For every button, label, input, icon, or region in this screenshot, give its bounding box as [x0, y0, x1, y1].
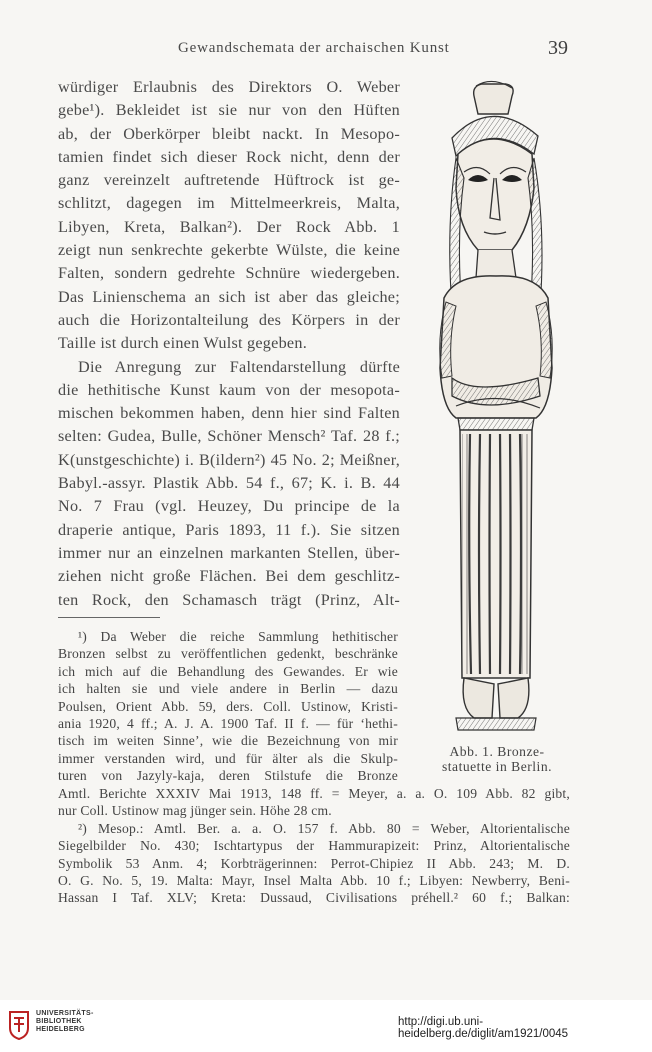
- body-text-line: mischen bekommen haben, denn hier sind Falten: [58, 404, 400, 423]
- body-text-line: No. 7 Frau (vgl. Heuzey, Du principe de la: [58, 497, 400, 516]
- source-url-link[interactable]: http://digi.ub.uni-heidelberg.de/diglit/am1921/0045: [398, 1016, 569, 1040]
- body-text-line: würdiger Erlaubnis des Direktors O. Weber: [58, 78, 400, 96]
- body-text-line: ten Rock, den Schamasch trägt (Prinz, Alt-: [58, 590, 400, 609]
- library-crest-icon: [8, 1010, 30, 1040]
- page-header: [0, 37, 652, 64]
- body-text-line: immer nur an einzelnen markanten Stellen, über-: [58, 543, 400, 562]
- body-text-line: selten: Gudea, Bulle, Schöner Mensch² Taf. 28 f.;: [58, 427, 400, 446]
- footnote-1-line: Bronzen selbst zu veröffentlichen gedenkt, beschränke: [58, 646, 398, 662]
- viewer-footer: [0, 1000, 652, 1052]
- body-text-line: zeigt nun senkrechte gekerbte Wülste, die keine: [58, 241, 400, 260]
- footnote-2-line: Siegelbilder No. 430; Ischtartypus der Hammurapizeit: Prinz, Altorientalische: [58, 838, 570, 854]
- body-text-line: Die Anregung zur Faltendarstellung dürfte: [78, 357, 400, 376]
- footnote-1-line: ania 1920, 4 ff.; A. J. A. 1900 Taf. II f. — für ‘hethi-: [58, 715, 398, 731]
- footnote-1-line: nur Coll. Ustinow mag jünger sein. Höhe 28 cm.: [58, 803, 332, 819]
- body-text-line: ganz vereinzelt auftretende Hüftrock ist ge-: [58, 171, 400, 190]
- main-text-column: [58, 76, 400, 612]
- footnote-1-line: ich halten sie und viele andere in Berlin — dazu: [58, 681, 398, 697]
- statuette-illustration: [416, 78, 576, 748]
- footnote-2-line: ²) Mesop.: Amtl. Ber. a. a. O. 157 f. Abb. 80 = Weber, Altorientalische: [78, 820, 570, 836]
- body-text-line: die hethitische Kunst kaum von der mesopota-: [58, 380, 400, 399]
- footnote-2-line: Hassan I Taf. XLV; Kreta: Dussaud, Civilisations préhell.² 60 f.; Balkan:: [58, 890, 570, 906]
- logo-line-2: BIBLIOTHEK: [36, 1018, 82, 1025]
- footnote-1-continued-and-2: [58, 785, 570, 907]
- footnote-2-line: Symbolik 53 Anm. 4; Korbträgerinnen: Perrot-Chipiez II Abb. 243; M. D.: [58, 855, 570, 871]
- page-number: 39: [548, 37, 568, 59]
- logo-line-1: UNIVERSITÄTS-: [36, 1010, 94, 1017]
- footnote-1-line: ich mich auf die Behandlung des Gewandes. Er wie: [58, 663, 398, 679]
- footnote-1: [58, 628, 398, 785]
- body-text-line: ab, der Oberkörper bleibt nackt. In Mesopo-: [58, 124, 400, 143]
- body-text-line: K(unstgeschichte) i. B(ildern²) 45 No. 2; Meißner,: [58, 450, 400, 469]
- library-logo[interactable]: [8, 1010, 128, 1046]
- library-name: [36, 1010, 94, 1034]
- running-title: Gewandschemata der archaischen Kunst: [178, 40, 450, 56]
- body-text-line: Falten, sondern gedrehte Schnüre wiedergeben.: [58, 264, 400, 283]
- bronze-statuette-figure: [416, 78, 576, 758]
- caption-line-1: Abb. 1. Bronze-: [449, 744, 545, 759]
- footnote-2-line: O. G. No. 5, 19. Malta: Mayr, Insel Malta Abb. 10 f.; Libyen: Newberry, Beni-: [58, 872, 570, 888]
- body-text-line: Libyen, Kreta, Balkan²). Der Rock Abb. 1: [58, 217, 400, 236]
- body-text-line: gebe¹). Bekleidet ist sie nur von den Hüften: [58, 101, 400, 120]
- body-text-line: Das Linienschema an sich ist aber das gleiche;: [58, 287, 400, 306]
- body-text-line: Babyl.-assyr. Plastik Abb. 54 f., 67; K. i. B. 44: [58, 474, 400, 493]
- body-text-line: auch die Horizontalteilung des Körpers in der: [58, 310, 400, 329]
- footnote-1-line: Amtl. Berichte XXXIV Mai 1913, 148 ff. = Meyer, a. a. O. 109 Abb. 82 gibt,: [58, 786, 570, 801]
- body-text-line: ziehen nicht große Flächen. Bei dem geschlitz-: [58, 567, 400, 586]
- body-text-line: tamien findet sich dieser Rock nicht, denn der: [58, 147, 400, 166]
- body-text-line: Taille ist durch einen Wulst gegeben.: [58, 334, 308, 353]
- footnote-1-line: ¹) Da Weber die reiche Sammlung hethitischer: [78, 629, 398, 644]
- footnote-1-line: Poulsen, Orient Abb. 59, ders. Coll. Ustinow, Kristi-: [58, 698, 398, 714]
- figure-caption: [412, 744, 582, 774]
- footnote-1-line: immer verstanden wird, und für älter als die Skulp-: [58, 750, 398, 766]
- footnote-separator: [58, 617, 160, 618]
- body-text-line: draperie antique, Paris 1893, 11 f.). Sie sitzen: [58, 520, 400, 539]
- footnote-1-line: turen von Jazyly-kaja, deren Stilstufe die Bronze: [58, 768, 398, 784]
- footnote-1-line: tisch im weiten Sinne’, wie die Bezeichnung von mir: [58, 733, 398, 749]
- logo-line-3: HEIDELBERG: [36, 1026, 85, 1033]
- body-text-line: schlitzt, dagegen im Mittelmeerkreis, Malta,: [58, 194, 400, 213]
- caption-line-2: statuette in Berlin.: [441, 759, 553, 774]
